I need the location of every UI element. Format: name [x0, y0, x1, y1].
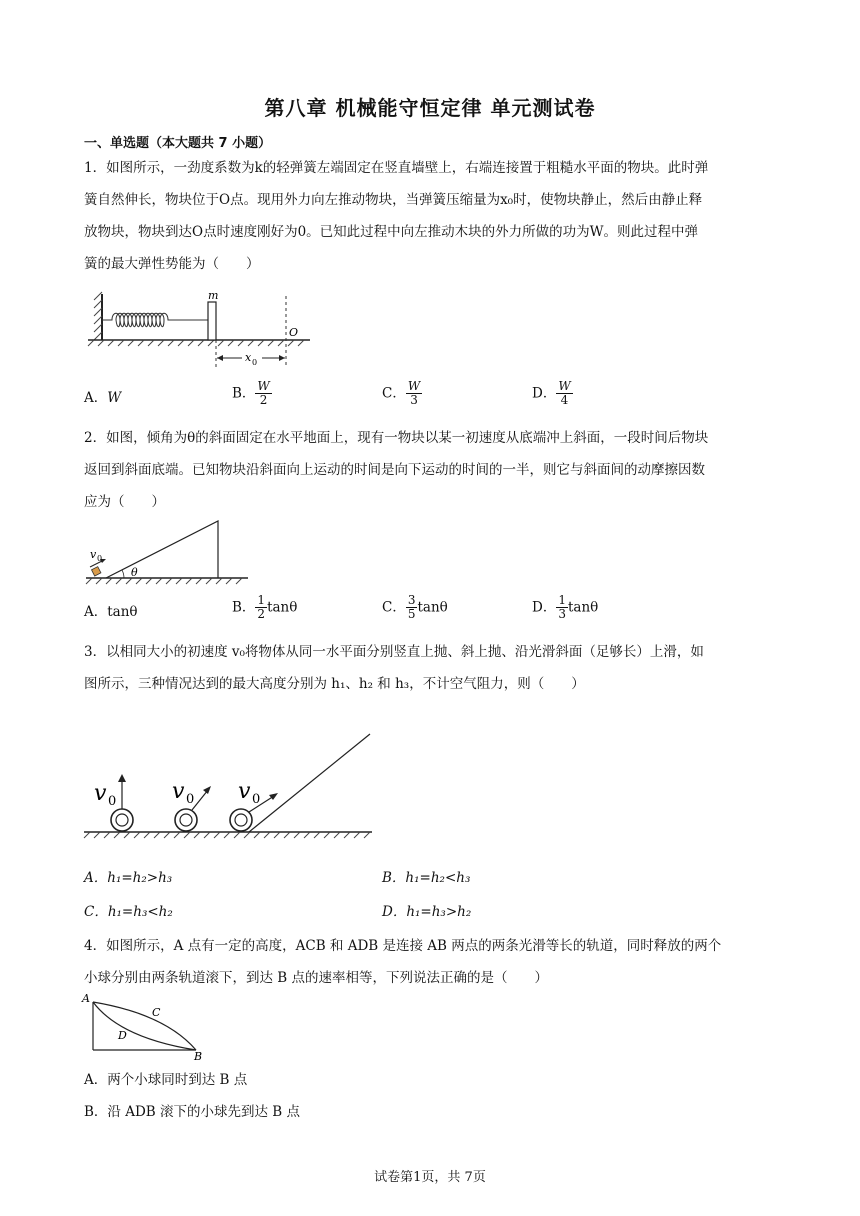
q2-incline-figure — [84, 518, 254, 590]
q1-x0-label: x — [245, 351, 252, 364]
q4-line-1: 4．如图所示，A 点有一定的高度，ACB 和 ADB 是连接 AB 两点的两条光滑等长的轨道，同时释放的两个 — [84, 938, 722, 954]
q1-o-label: O — [289, 326, 299, 339]
q1-option-b-num: W — [257, 379, 270, 393]
q3-v0-label-3: v — [238, 779, 251, 804]
q3-line-2: 图所示，三种情况达到的最大高度分别为 h₁、h₂ 和 h₃，不计空气阻力，则（ ） — [84, 676, 585, 692]
q2-option-b-label: B． — [232, 599, 256, 616]
q1-option-d-label: D． — [532, 385, 557, 402]
q3-option-c[interactable]: C．h₁=h₃<h₂ — [84, 904, 173, 920]
q3-v0-label-1: v — [94, 781, 107, 806]
q1-option-a-label: A． — [84, 390, 108, 406]
q3-option-b[interactable]: B．h₁=h₂<h₃ — [382, 870, 471, 886]
q4-point-d: D — [118, 1029, 127, 1042]
q3-v0-sub-2: 0 — [186, 792, 195, 807]
q1-option-d-num: W — [558, 379, 571, 393]
q2-line-2: 返回到斜面底端。已知物块沿斜面向上运动的时间是向下运动的时间的一半，则它与斜面间的动摩擦因数 — [84, 462, 705, 478]
page-footer: 试卷第1页，共 7页 — [374, 1170, 486, 1185]
q1-spring-figure — [84, 288, 324, 370]
q2-option-c-tail: tanθ — [417, 599, 448, 616]
q4-point-c: C — [152, 1006, 161, 1019]
section-heading: 一、单选题（本大题共 7 小题） — [84, 136, 272, 151]
q2-theta-label: θ — [131, 566, 138, 579]
q2-option-a[interactable] — [84, 602, 138, 622]
q2-option-b-tail: tanθ — [267, 599, 298, 616]
q2-option-a-text: tanθ — [107, 604, 138, 620]
q2-option-d-num: 1 — [558, 593, 566, 607]
q2-option-d-tail: tanθ — [567, 599, 599, 616]
q1-line-1: 1．如图所示，一劲度系数为k的轻弹簧左端固定在竖直墙壁上，右端连接置于粗糙水平面的物块。此时弹 — [84, 160, 709, 176]
q2-option-d-label: D． — [532, 599, 557, 616]
q4-option-b[interactable]: B．沿 ADB 滚下的小球先到达 B 点 — [84, 1104, 300, 1120]
q4-line-2: 小球分别由两条轨道滚下，到达 B 点的速率相等，下列说法正确的是（ ） — [84, 970, 549, 986]
q3-v0-sub-1: 0 — [108, 794, 117, 809]
q1-option-d-den: 4 — [560, 393, 569, 407]
q2-option-d[interactable] — [532, 594, 598, 621]
q2-option-b-num: 1 — [257, 593, 266, 607]
q1-line-3: 放物块，物块到达O点时速度刚好为0。已知此过程中向左推动木块的外力所做的功为W。则此过程中弹 — [84, 224, 699, 240]
q2-v0-sub: 0 — [97, 554, 103, 563]
q4-point-b: B — [194, 1050, 203, 1063]
q2-v0-label: v — [90, 548, 97, 561]
q2-line-1: 2．如图，倾角为θ的斜面固定在水平地面上，现有一物块以某一初速度从底端冲上斜面，一段时间后物块 — [84, 430, 709, 446]
q2-line-3: 应为（ ） — [84, 494, 165, 510]
q1-option-d[interactable] — [532, 380, 573, 407]
q2-option-c-den: 5 — [407, 607, 416, 621]
q1-option-b-den: 2 — [259, 393, 268, 407]
q3-option-a[interactable]: A．h₁=h₂>h₃ — [84, 870, 173, 886]
q2-option-b-den: 2 — [257, 607, 266, 621]
q3-v0-sub-3: 0 — [252, 792, 261, 807]
q4-option-a[interactable]: A．两个小球同时到达 B 点 — [84, 1072, 248, 1088]
q1-option-c-den: 3 — [410, 393, 418, 407]
q1-line-4: 簧的最大弹性势能为（ ） — [84, 256, 260, 272]
q2-option-c-label: C． — [382, 599, 406, 616]
q4-point-a: A — [82, 992, 90, 1005]
q1-option-b-label: B． — [232, 385, 256, 402]
q2-option-c-num: 3 — [407, 593, 416, 607]
q4-track-figure — [80, 994, 212, 1064]
q1-option-a[interactable] — [84, 388, 121, 408]
q3-line-1: 3．以相同大小的初速度 v₀将物体从同一水平面分别竖直上抛、斜上抛、沿光滑斜面（足够长）上滑，如 — [84, 644, 704, 660]
q3-option-d[interactable]: D．h₁=h₃>h₂ — [382, 904, 472, 920]
q3-v0-label-2: v — [172, 779, 185, 804]
q1-option-a-text: W — [107, 390, 122, 406]
q1-mass-label: m — [208, 289, 219, 302]
q1-option-c[interactable] — [382, 380, 422, 407]
q1-x0-sub: 0 — [252, 358, 258, 367]
q1-line-2: 簧自然伸长，物块位于O点。现用外力向左推动物块，当弹簧压缩量为x₀时，使物块静止，然后由静止释 — [84, 192, 703, 208]
q2-option-b[interactable] — [232, 594, 297, 621]
q2-option-d-den: 3 — [558, 607, 566, 621]
q1-option-b[interactable] — [232, 380, 272, 407]
q2-option-c[interactable] — [382, 594, 448, 621]
q3-launch-figure — [84, 730, 374, 842]
q1-option-c-num: W — [407, 379, 421, 393]
page-title: 第八章 机械能守恒定律 单元测试卷 — [264, 96, 596, 120]
q2-option-a-label: A． — [84, 604, 108, 620]
q1-option-c-label: C． — [382, 385, 406, 402]
